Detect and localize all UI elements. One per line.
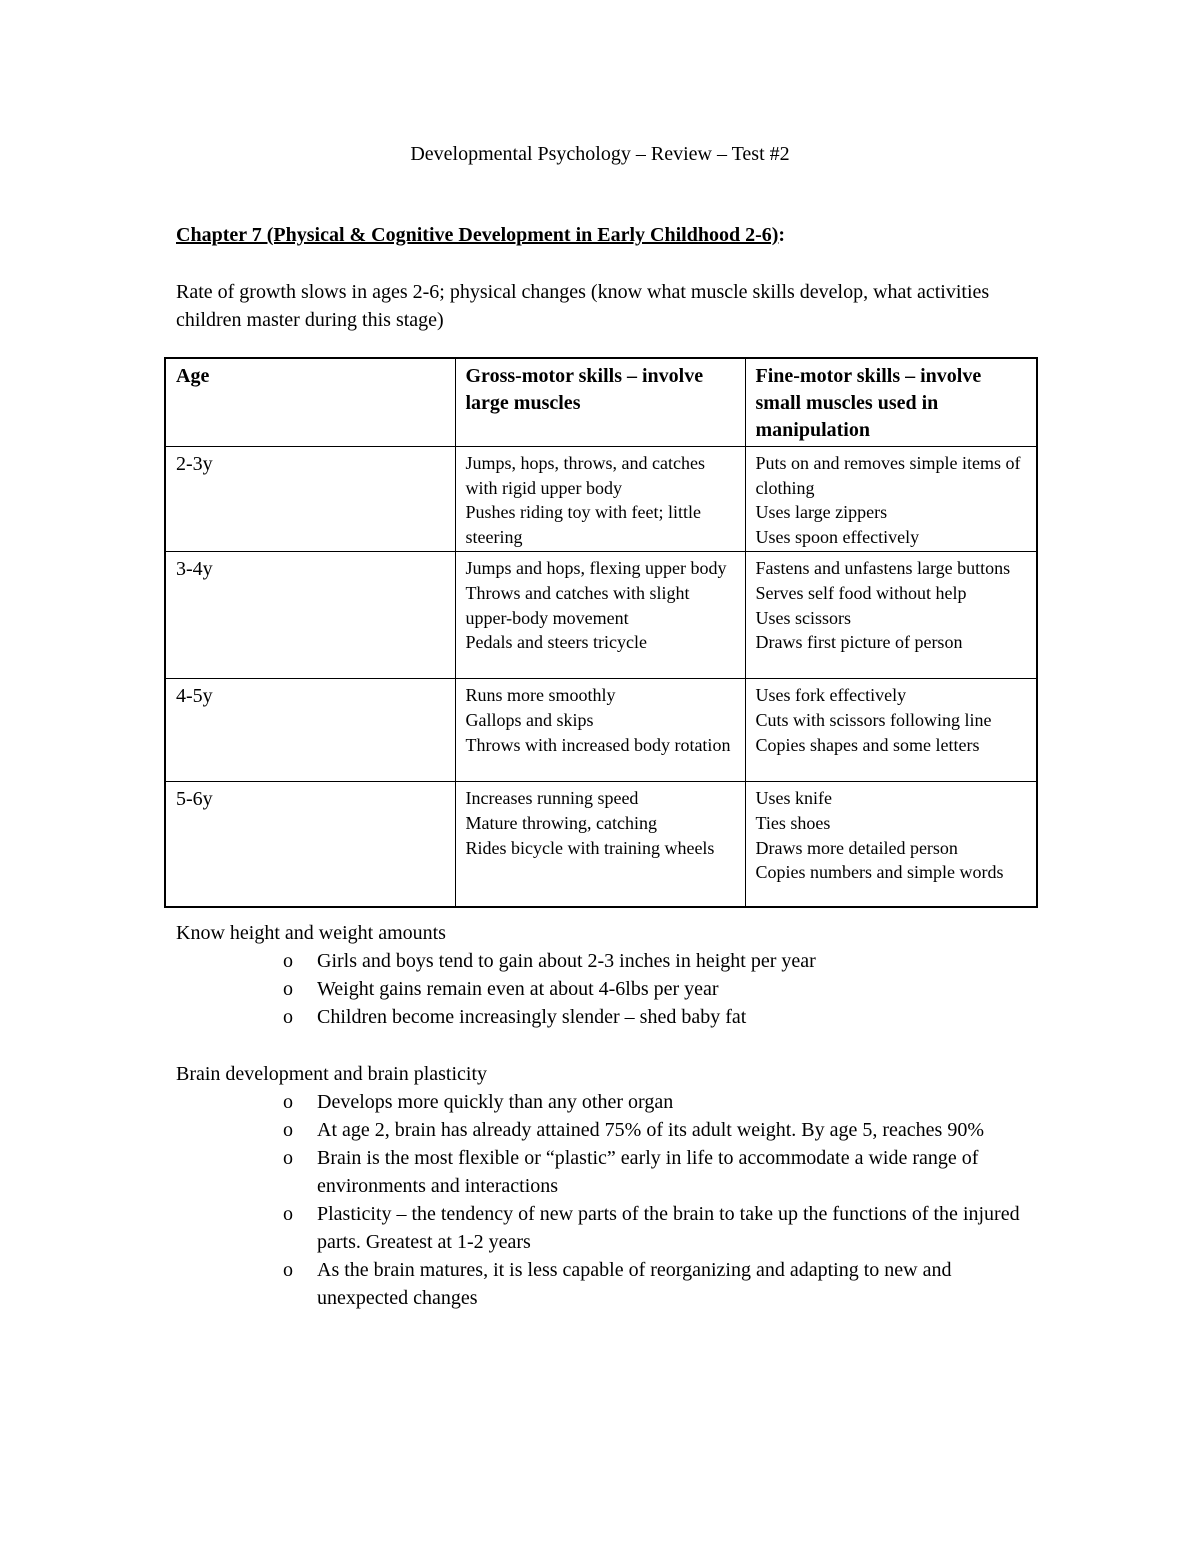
skill-item: Uses spoon effectively [755, 526, 920, 547]
brain-list [176, 1088, 1036, 1312]
list-item [176, 1144, 1036, 1200]
gross-motor-cell [455, 447, 745, 552]
bullet-icon: o [283, 950, 293, 972]
header-gross-motor: Gross-motor skills – involve large muscles [455, 358, 745, 447]
fine-motor-cell [745, 679, 1037, 782]
skill-item: Draws first picture of person [755, 632, 963, 653]
brain-heading: Brain development and brain plasticity [176, 1063, 488, 1085]
fine-motor-cell [745, 447, 1037, 552]
chapter-heading-text: Chapter 7 (Physical & Cognitive Development in Early Childhood 2-6) [176, 224, 779, 246]
list-item-text: Girls and boys tend to gain about 2-3 inches in height per year [317, 950, 816, 972]
chapter-heading-colon: : [778, 224, 786, 246]
fine-motor-cell [745, 782, 1037, 908]
bullet-icon: o [283, 1203, 293, 1225]
list-item-text: Develops more quickly than any other organ [317, 1091, 674, 1113]
skill-item: Uses large zippers [755, 502, 888, 523]
list-item [176, 1116, 1036, 1144]
skill-item: Copies numbers and simple words [755, 862, 1004, 883]
brain-section [176, 1060, 1036, 1312]
list-item-text: Plasticity – the tendency of new parts of the brain to take up the functions of the injured parts. Greatest at 1-2 years [317, 1203, 1020, 1253]
skill-item: Throws with increased body rotation [465, 734, 731, 755]
list-item-text: Children become increasingly slender – shed baby fat [317, 1006, 747, 1028]
bullet-icon: o [283, 1259, 293, 1281]
skill-item: Jumps, hops, throws, and catches with rigid upper body [465, 453, 705, 498]
list-item-text: At age 2, brain has already attained 75% of its adult weight. By age 5, reaches 90% [317, 1119, 985, 1141]
skill-item: Serves self food without help [755, 582, 967, 603]
table-row [165, 447, 1037, 552]
list-item [176, 1003, 1036, 1031]
list-item-text: Weight gains remain even at about 4-6lbs per year [317, 978, 719, 1000]
list-item [176, 1088, 1036, 1116]
age-cell: 3-4y [165, 552, 455, 679]
age-cell: 2-3y [165, 447, 455, 552]
header-fine-motor: Fine-motor skills – involve small muscles used in manipulation [745, 358, 1037, 447]
list-item [176, 1200, 1036, 1256]
skill-item: Jumps and hops, flexing upper body [465, 558, 727, 579]
table-header-row [165, 358, 1037, 447]
fine-motor-cell [745, 552, 1037, 679]
list-item-text: Brain is the most flexible or “plastic” early in life to accommodate a wide range of environments and interactions [317, 1147, 979, 1197]
bullet-icon: o [283, 1119, 293, 1141]
table-row [165, 679, 1037, 782]
skill-item: Pedals and steers tricycle [465, 632, 647, 653]
skill-item: Rides bicycle with training wheels [465, 837, 715, 858]
skill-item: Uses fork effectively [755, 685, 907, 706]
skill-item: Increases running speed [465, 788, 639, 809]
chapter-heading [176, 224, 785, 247]
skill-item: Cuts with scissors following line [755, 709, 992, 730]
table-row [165, 552, 1037, 679]
table-row [165, 782, 1037, 908]
skill-item: Puts on and removes simple items of clothing [755, 453, 1021, 498]
skill-item: Draws more detailed person [755, 837, 958, 858]
bullet-icon: o [283, 1091, 293, 1113]
document-title: Developmental Psychology – Review – Test #2 [410, 143, 790, 165]
skill-item: Pushes riding toy with feet; little steering [465, 502, 701, 547]
gross-motor-cell [455, 782, 745, 908]
bullet-icon: o [283, 1147, 293, 1169]
motor-skills-table [164, 357, 1038, 908]
list-item [176, 947, 1036, 975]
age-cell: 5-6y [165, 782, 455, 908]
list-item [176, 1256, 1036, 1312]
skill-item: Gallops and skips [465, 709, 594, 730]
list-item-text: As the brain matures, it is less capable of reorganizing and adapting to new and unexpected changes [317, 1259, 952, 1309]
skill-item: Fastens and unfastens large buttons [755, 558, 1011, 579]
bullet-icon: o [283, 1006, 293, 1028]
gross-motor-cell [455, 679, 745, 782]
age-cell: 4-5y [165, 679, 455, 782]
height-weight-section [176, 919, 1036, 1031]
skill-item: Copies shapes and some letters [755, 734, 980, 755]
header-age: Age [165, 358, 455, 447]
gross-motor-cell [455, 552, 745, 679]
bullet-icon: o [283, 978, 293, 1000]
skill-item: Ties shoes [755, 812, 831, 833]
skill-item: Runs more smoothly [465, 685, 616, 706]
height-weight-heading: Know height and weight amounts [176, 922, 446, 944]
skill-item: Uses knife [755, 788, 832, 809]
skill-item: Throws and catches with slight upper-body movement [465, 582, 690, 628]
skill-item: Mature throwing, catching [465, 812, 657, 833]
height-weight-list [176, 947, 1036, 1031]
skill-item: Uses scissors [755, 607, 852, 628]
intro-paragraph: Rate of growth slows in ages 2-6; physical changes (know what muscle skills develop, what activities children master during this stage) [176, 281, 990, 331]
list-item [176, 975, 1036, 1003]
